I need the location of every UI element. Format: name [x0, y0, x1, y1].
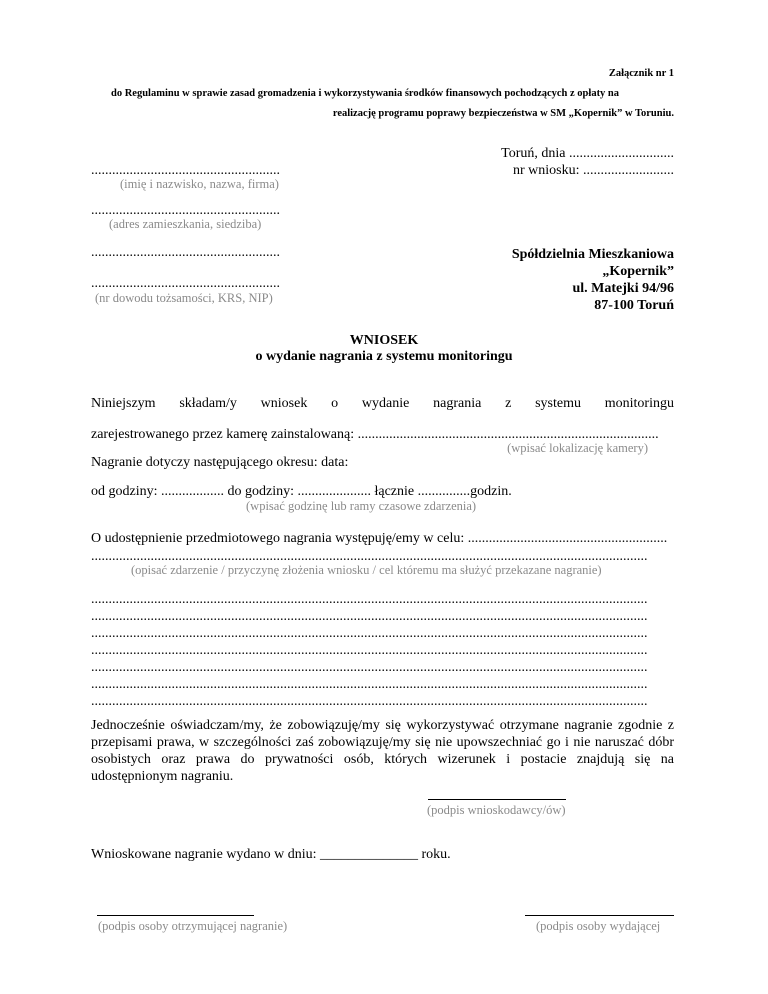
intro-word: wydanie	[361, 396, 410, 411]
intro-line	[91, 396, 674, 412]
form-title: WNIOSEK	[349, 333, 419, 348]
recipient-line-2: „Kopernik”	[602, 264, 674, 279]
issuer-signature-line	[525, 915, 674, 916]
recipient-line-3: ul. Matejki 94/96	[572, 281, 674, 296]
recipient-line-4: 87-100 Toruń	[594, 298, 674, 313]
intro-word: składam/y	[179, 396, 237, 411]
purpose-line: O udostępnienie przedmiotowego nagrania występuję/emy w celu: .........................................................	[91, 531, 668, 546]
camera-hint: (wpisać lokalizację kamery)	[507, 441, 648, 455]
intro-word: Niniejszym	[91, 396, 156, 411]
dotted-line: ...............................................................................................................................................................	[91, 643, 648, 658]
intro-word: z	[505, 396, 512, 411]
applicant-extra-dots: ......................................................	[91, 245, 280, 260]
dotted-line: ...............................................................................................................................................................	[91, 677, 648, 692]
applicant-name-dots: ......................................................	[91, 163, 280, 178]
city-date: Toruń, dnia ..............................	[501, 146, 674, 161]
intro-word: monitoringu	[604, 396, 674, 411]
header-line-1: do Regulaminu w sprawie zasad gromadzenia i wykorzystywania środków finansowych pochodzących z opłaty na	[111, 88, 620, 99]
hours-hint: (wpisać godzinę lub ramy czasowe zdarzenia)	[246, 499, 477, 513]
form-subtitle: o wydanie nagrania z systemu monitoringu	[255, 349, 513, 364]
purpose-dotted-line: ...............................................................................................................................................................	[91, 549, 648, 564]
dotted-line: ...............................................................................................................................................................	[91, 592, 648, 607]
hours-line: od godziny: .................. do godziny: ..................... łącznie ...............godzin.	[91, 484, 512, 499]
receiver-signature-line	[97, 915, 254, 916]
header-line-2: realizację programu poprawy bezpieczeństwa w SM „Kopernik” w Toruniu.	[332, 108, 674, 119]
dotted-line: ...............................................................................................................................................................	[91, 609, 648, 624]
applicant-signature-line	[428, 799, 566, 800]
issued-date-line: Wnioskowane nagranie wydano w dniu: ______________ roku.	[91, 847, 451, 862]
intro-word: nagrania	[433, 396, 482, 411]
intro-word: o	[331, 396, 339, 411]
intro-word: systemu	[535, 396, 581, 411]
request-number: nr wniosku: ..........................	[513, 163, 674, 178]
applicant-id-hint: (nr dowodu tożsamości, KRS, NIP)	[95, 291, 273, 305]
period-line: Nagranie dotyczy następującego okresu: data:	[91, 455, 349, 470]
applicant-id-dots: ......................................................	[91, 276, 280, 291]
purpose-hint: (opisać zdarzenie / przyczynę złożenia wniosku / cel któremu ma służyć przekazane nagranie)	[131, 563, 602, 577]
declaration-paragraph: Jednocześnie oświadczam/my, że zobowiązuję/my się wykorzystywać otrzymane nagranie zgodnie z przepisami prawa, w szczególności zaś zobowiązuję/my się nie upowszechniać go i nie naruszać dóbr osobistych oraz prawa do prywatności osób, których wizerunek i postacie znajdują się na udostępnionym nagraniu.	[91, 718, 674, 784]
camera-line: zarejestrowanego przez kamerę zainstalowaną: ......................................................................................	[91, 427, 659, 442]
intro-word: wniosek	[260, 396, 308, 411]
recipient-line-1: Spółdzielnia Mieszkaniowa	[511, 247, 674, 262]
applicant-address-dots: ......................................................	[91, 203, 280, 218]
applicant-address-hint: (adres zamieszkania, siedziba)	[109, 217, 262, 231]
applicant-name-hint: (imię i nazwisko, nazwa, firma)	[120, 177, 279, 191]
issuer-signature-hint: (podpis osoby wydającej	[536, 919, 661, 933]
dotted-line: ...............................................................................................................................................................	[91, 694, 648, 709]
annex-number: Załącznik nr 1	[608, 68, 674, 79]
receiver-signature-hint: (podpis osoby otrzymującej nagranie)	[98, 919, 288, 933]
applicant-signature-hint: (podpis wnioskodawcy/ów)	[427, 803, 566, 817]
dotted-line: ...............................................................................................................................................................	[91, 660, 648, 675]
dotted-line: ...............................................................................................................................................................	[91, 626, 648, 641]
